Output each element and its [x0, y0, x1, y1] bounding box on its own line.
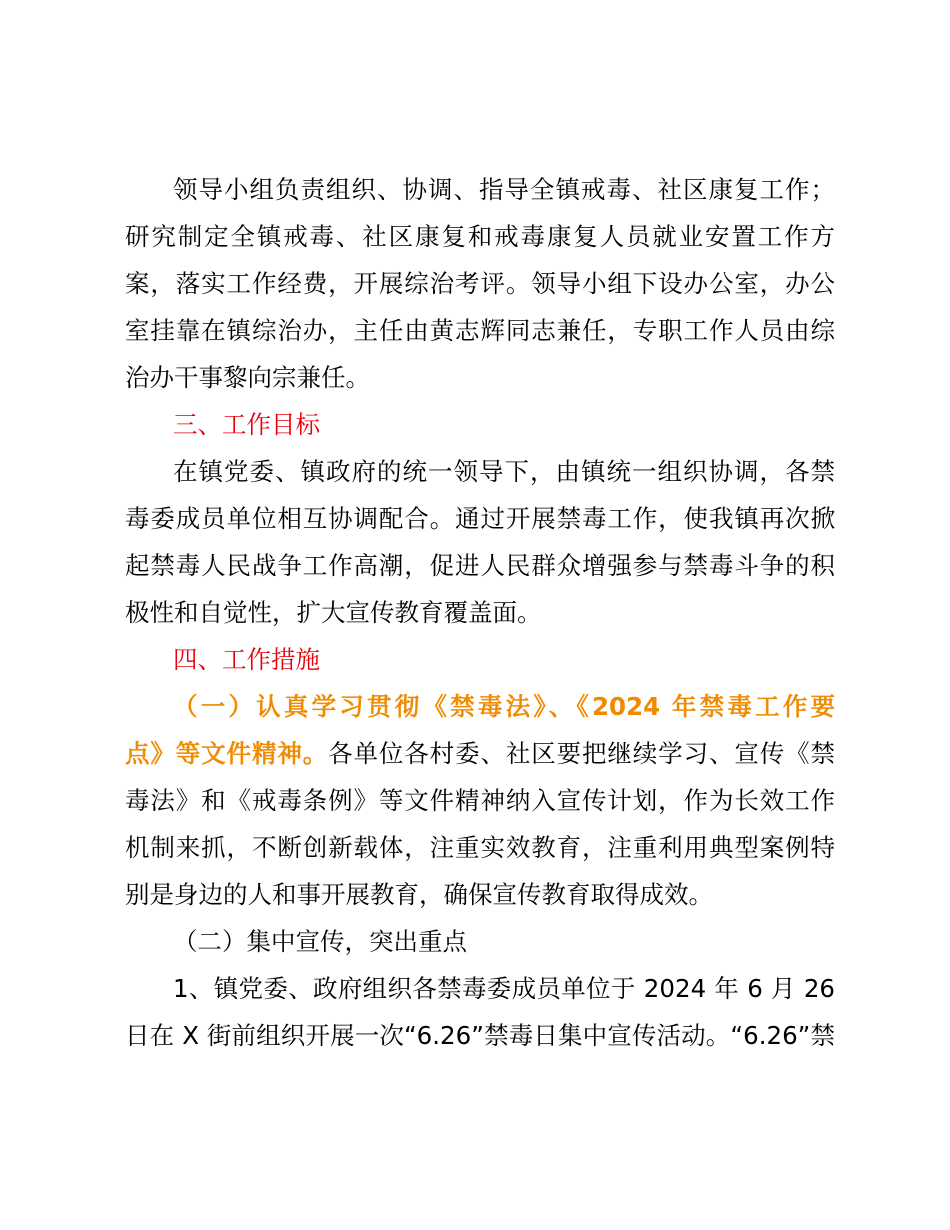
highlighted-subheading-end: 点》等文件精神。: [125, 739, 329, 768]
paragraph-line: 别是身边的人和事开展教育，确保宣传教育取得成效。: [125, 880, 713, 909]
section-heading-measures: 四、工作措施: [173, 645, 320, 674]
paragraph-line: 案，落实工作经费，开展综治考评。领导小组下设办公室，办公: [125, 269, 835, 298]
paragraph-line: 治办干事黎向宗兼任。: [125, 363, 370, 392]
paragraph-line: 1、镇党委、政府组织各禁毒委成员单位于 2024 年 6 月 26: [173, 974, 835, 1003]
paragraph-line: 极性和自觉性，扩大宣传教育覆盖面。: [125, 598, 542, 627]
paragraph-line: 起禁毒人民战争工作高潮，促进人民群众增强参与禁毒斗争的积: [125, 551, 835, 580]
paragraph-line: 研究制定全镇戒毒、社区康复和戒毒康复人员就业安置工作方: [125, 222, 835, 251]
paragraph-line: 毒法》和《戒毒条例》等文件精神纳入宣传计划，作为长效工作: [125, 786, 835, 815]
paragraph-line: 室挂靠在镇综治办，主任由黄志辉同志兼任，专职工作人员由综: [125, 316, 835, 345]
section-heading-goals: 三、工作目标: [173, 410, 320, 439]
paragraph-line: 在镇党委、镇政府的统一领导下，由镇统一组织协调，各禁: [173, 457, 835, 486]
subheading-concentrated-publicity: （二）集中宣传，突出重点: [173, 927, 467, 956]
paragraph-line: 领导小组负责组织、协调、指导全镇戒毒、社区康复工作；: [173, 175, 835, 204]
paragraph-line-mixed: [125, 731, 835, 777]
highlighted-subheading: （一）认真学习贯彻《禁毒法》、《2024 年禁毒工作要: [173, 692, 835, 721]
paragraph-line: 机制来抓，不断创新载体，注重实效教育，注重利用典型案例特: [125, 833, 835, 862]
paragraph-line: 毒委成员单位相互协调配合。通过开展禁毒工作，使我镇再次掀: [125, 504, 835, 533]
paragraph-line: 日在 X 街前组织开展一次“6.26”禁毒日集中宣传活动。“6.26”禁: [125, 1021, 835, 1050]
paragraph-text: 各单位各村委、社区要把继续学习、宣传《禁: [328, 739, 836, 768]
